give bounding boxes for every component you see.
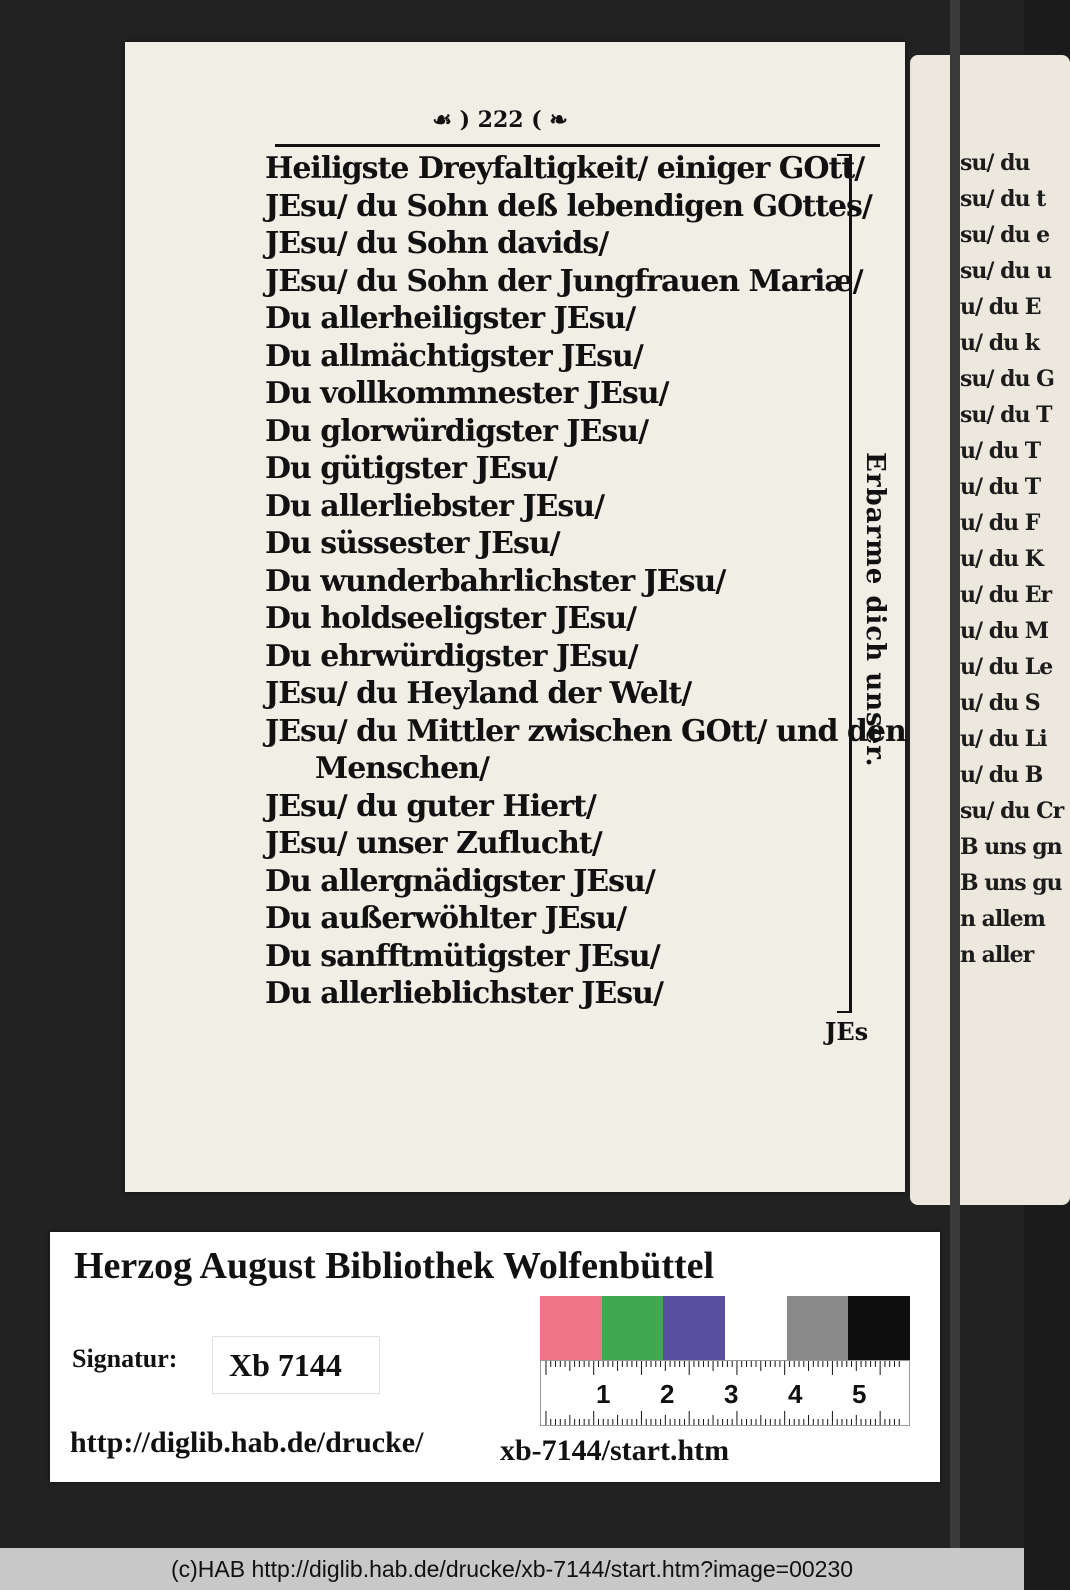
litany-line: JEsu/ unser Zuflucht/ <box>265 826 602 861</box>
ruler-ticks-top <box>541 1361 909 1375</box>
litany-line: JEsu/ du Mittler zwischen GOtt/ und den <box>265 713 906 749</box>
facing-page-line: n allem <box>960 906 1045 932</box>
footer-credit: (c)HAB http://diglib.hab.de/drucke/xb-7144/start.htm?image=00230 <box>170 1556 854 1582</box>
litany-line: Du wunderbahrlichster JEsu/ <box>265 563 726 599</box>
footer-bar <box>0 1548 1024 1590</box>
facing-page-line: u/ du Li <box>960 726 1047 752</box>
facing-page-line: u/ du T <box>960 474 1041 500</box>
ruler-number: 2 <box>660 1379 675 1409</box>
facing-page-lines <box>960 150 1064 978</box>
facing-page-line: su/ du Cr <box>960 798 1064 824</box>
color-swatch <box>725 1296 787 1360</box>
ruler-number: 4 <box>788 1379 803 1409</box>
litany-line: Menschen/ <box>315 751 489 786</box>
facing-page-line: u/ du k <box>960 330 1039 356</box>
litany-line: Du gütigster JEsu/ <box>265 451 558 486</box>
litany-line: Du allerheiligster JEsu/ <box>265 301 636 336</box>
facing-page-line: su/ du <box>960 150 1030 176</box>
litany-line: Du außerwöhlter JEsu/ <box>265 901 627 936</box>
litany-line: Du glorwürdigster JEsu/ <box>265 413 649 449</box>
litany-line: Du vollkommnester JEsu/ <box>265 376 669 411</box>
facing-page-line: u/ du F <box>960 510 1040 536</box>
response-bracket <box>837 154 852 1013</box>
color-swatch <box>540 1296 602 1360</box>
ruler-ticks-bottom <box>541 1411 909 1425</box>
color-calibration-bar <box>540 1296 910 1360</box>
book-page <box>125 42 905 1192</box>
facing-page-line: u/ du Le <box>960 654 1053 680</box>
facing-page-line: u/ du E <box>960 294 1041 320</box>
facing-page-line: B uns gu <box>960 870 1062 896</box>
color-swatch <box>848 1296 910 1360</box>
facing-page-line: su/ du G <box>960 366 1054 392</box>
facing-page-line: u/ du K <box>960 546 1043 572</box>
litany-line: Du süssester JEsu/ <box>265 526 560 561</box>
url-part2: xb-7144/start.htm <box>500 1434 730 1467</box>
litany-line: Du holdseeligster JEsu/ <box>265 601 637 636</box>
litany-line: JEsu/ du Sohn davids/ <box>265 226 609 261</box>
litany-line: Du ehrwürdigster JEsu/ <box>265 638 638 674</box>
library-name: Herzog August Bibliothek Wolfenbüttel <box>74 1245 715 1287</box>
litany-line: Du allmächtigster JEsu/ <box>265 338 643 374</box>
litany-response: Erbarme dich unser. <box>860 452 890 768</box>
signature-box <box>212 1336 380 1394</box>
url-part1: http://diglib.hab.de/drucke/ <box>70 1426 424 1459</box>
facing-page-line: su/ du u <box>960 258 1052 284</box>
facing-page-line: su/ du e <box>960 222 1050 248</box>
litany-line: JEsu/ du Sohn deß lebendigen GOttes/ <box>265 188 872 224</box>
book-gutter <box>950 0 960 1548</box>
catchword: JEs <box>825 1017 869 1046</box>
signature-label: Signatur: <box>72 1344 178 1373</box>
page-header: ☙ ) 222 ( ❧ <box>432 107 568 133</box>
facing-page-line: u/ du S <box>960 690 1040 716</box>
litany-line: Du allerlieblichster JEsu/ <box>265 976 663 1011</box>
signature-value: Xb 7144 <box>229 1347 342 1383</box>
facing-page-line: u/ du T <box>960 438 1041 464</box>
color-swatch <box>787 1296 849 1360</box>
facing-page-line: u/ du M <box>960 618 1049 644</box>
ruler-number: 3 <box>724 1379 739 1409</box>
scale-ruler <box>540 1360 910 1426</box>
facing-page-line: su/ du t <box>960 186 1046 212</box>
ruler-number: 5 <box>852 1379 867 1409</box>
facing-page-line: u/ du Er <box>960 582 1052 608</box>
litany-line: JEsu/ du Heyland der Welt/ <box>265 676 692 711</box>
color-swatch <box>663 1296 725 1360</box>
litany-line: Du allerliebster JEsu/ <box>265 488 605 524</box>
facing-page-line: su/ du T <box>960 402 1052 428</box>
litany-line: Du allergnädigster JEsu/ <box>265 863 655 899</box>
library-label <box>50 1232 940 1482</box>
header-rule <box>275 144 880 147</box>
facing-page-line: n aller <box>960 942 1034 968</box>
litany-line: JEsu/ du Sohn der Jungfrauen Mariæ/ <box>265 263 863 299</box>
litany-line: Du sanfftmütigster JEsu/ <box>265 938 660 974</box>
facing-page-line: u/ du B <box>960 762 1043 788</box>
color-swatch <box>602 1296 664 1360</box>
litany-line: Heiligste Dreyfaltigkeit/ einiger GOtt/ <box>265 151 865 186</box>
facing-page-line: B uns gn <box>960 834 1062 860</box>
litany-line: JEsu/ du guter Hiert/ <box>265 788 596 824</box>
ruler-number: 1 <box>596 1379 611 1409</box>
